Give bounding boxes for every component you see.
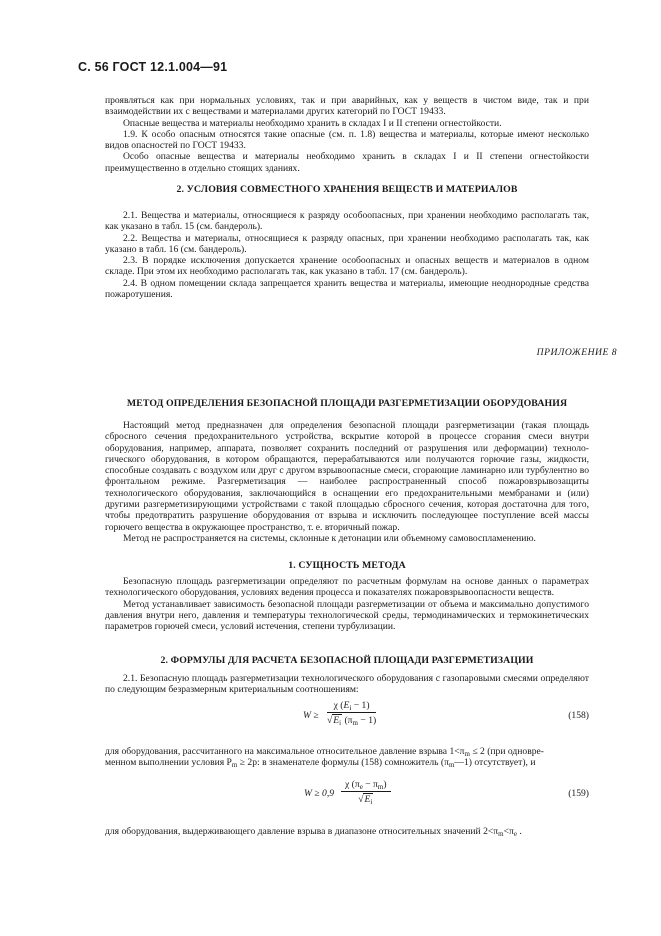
- paragraph: 2.1. Вещества и материалы, относящиеся к разряду особоопасных, при хранении необходимо располагать так, как указано в табл. 15 (см. бандероль).: [105, 210, 589, 233]
- appendix-title: МЕТОД ОПРЕДЕЛЕНИЯ БЕЗОПАСНОЙ ПЛОЩАДИ РАЗГЕРМЕТИЗАЦИИ ОБОРУДОВАНИЯ: [126, 398, 568, 409]
- intro-block: [105, 95, 589, 174]
- formula-158: [105, 700, 589, 740]
- storage-block: [105, 210, 589, 300]
- paragraph: 1.9. К особо опасным относятся такие опасные (см. п. 1.8) вещества и материалы, которые имеют несколько видов опасностей по ГОСТ 19433.: [105, 128, 589, 152]
- formula-denominator: $√E_i$: [358, 794, 373, 806]
- paragraph: Метод устанавливает зависимость безопасной площади разгерметизации от объема и максимально допустимого давления внутри него, давления и температуры технологической среды, термодинамических и термокинетических параметров горючей смеси, условий истечения, степени турбулизации.: [105, 598, 589, 633]
- formula-lhs: W ≥: [303, 710, 319, 721]
- section-heading: 1. СУЩНОСТЬ МЕТОДА: [288, 560, 406, 571]
- formula-explanation: [105, 826, 589, 837]
- equation-number: (158): [568, 710, 589, 721]
- paragraph: 2.2. Вещества и материалы, относящиеся к разряду опасных, при хранении необходимо располагать так, как указано в табл. 16 (см. бандероль).: [105, 232, 589, 255]
- formula-fraction: [327, 700, 376, 726]
- formula-lhs: W ≥ 0,9: [304, 788, 335, 799]
- formulas-intro: [105, 673, 589, 696]
- formula-numerator: χ $(\pi_e - \pi_m)$: [341, 779, 391, 792]
- formula-denominator: $√E_i$ $(\pi_m - 1)$: [327, 715, 377, 727]
- paragraph: Особо опасные вещества и материалы необходимо хранить в складах I и II степени огнестойкости преимущественно в отдельно стоящих зданиях.: [105, 151, 589, 174]
- section-heading: 2. УСЛОВИЯ СОВМЕСТНОГО ХРАНЕНИЯ ВЕЩЕСТВ И МАТЕРИАЛОВ: [176, 184, 518, 195]
- formula-159: [105, 779, 589, 821]
- paragraph: проявляться как при нормальных условиях, так и при аварийных, как у веществ в чистом виде, так и при взаимодействии их с веществами и материалами других категорий по ГОСТ 19433.: [105, 95, 589, 118]
- section-heading: 2. ФОРМУЛЫ ДЛЯ РАСЧЕТА БЕЗОПАСНОЙ ПЛОЩАДИ РАЗГЕРМЕТИЗАЦИИ: [160, 655, 534, 666]
- page-header: С. 56 ГОСТ 12.1.004—91: [78, 60, 228, 74]
- paragraph: для оборудования, выдерживающего давление взрыва в диапазоне относительных значений $2<\pi_m<\pi_e$ .: [105, 826, 522, 838]
- appendix-label: ПРИЛОЖЕНИЕ 8: [536, 347, 617, 358]
- paragraph: 2.3. В порядке исключения допускается хранение особоопасных и опасных веществ и материалов в одном складе. При этом их необходимо располагать так, как указано в табл. 17 (см. бандероль).: [105, 255, 589, 278]
- paragraph: Безопасную площадь разгерметизации определяют по расчетным формулам на основе данных о параметрах технологического оборудования, условиях ведения процесса и показателях пожаровзрывоопасности веществ.: [105, 576, 589, 599]
- formula-numerator: χ $(E_i - 1)$: [327, 700, 376, 713]
- essence-block: [105, 576, 589, 632]
- paragraph: Опасные вещества и материалы необходимо хранить в складах I и II степени огнестойкости.: [123, 117, 502, 129]
- paragraph: Метод не распространяется на системы, склонные к детонации или объемному самовоспламенению.: [123, 532, 536, 544]
- paragraph: 2.4. В одном помещении склада запрещается хранить вещества и материалы, имеющие неоднородные средства пожаротушения.: [105, 277, 589, 301]
- paragraph: 2.1. Безопасную площадь разгерметизации технологического оборудования с газопаровыми смесями определяют по следующим безразмерным критериальным соотношениям:: [105, 673, 589, 696]
- paragraph: Настоящий метод предназначен для определения безопасной площади разгерметизации (такая площадь сбросного сечения предохранительного устройства, вскрытие которой в процессе сгорания смеси внутри оборудования, например, аппарата, позволяет сохранить последний от разрушения или деформации) технологического оборудования, в котором обращаются, перерабатываются или получаются горючие газы, жидкости, способные создавать с воздухом или друг с другом взрывоопасные смеси, сгорающие ламинарно или турбулентно во фронтальном режиме. Разгерметизация — наиболее распространенный способ пожаровзрывозащиты технологического оборудования, заключающийся в оснащении его предохранительными мембранами и (или) другими разгерметизирующими устройствами с такой площадью сбросного сечения, которая достаточна для того, чтобы предотвратить разрушение оборудования от взрыва и исключить последующее поступление всей массы горючего вещества в окружающее пространство, т. е. вторичный пожар.: [105, 420, 589, 533]
- formula-fraction: [341, 779, 391, 805]
- formula-explanation: [105, 746, 589, 769]
- equation-number: (159): [568, 788, 589, 799]
- paragraph: для оборудования, рассчитанного на максимальное относительное давление взрыва $1<\pi_m \le 2$ (при одновре- менном выполнении условия $P_m \ge 2p$: в знаменателе формулы (158) сомножитель $(\pi_m—1)$ отсутствует), и: [105, 746, 544, 770]
- appendix-intro-block: [105, 420, 589, 544]
